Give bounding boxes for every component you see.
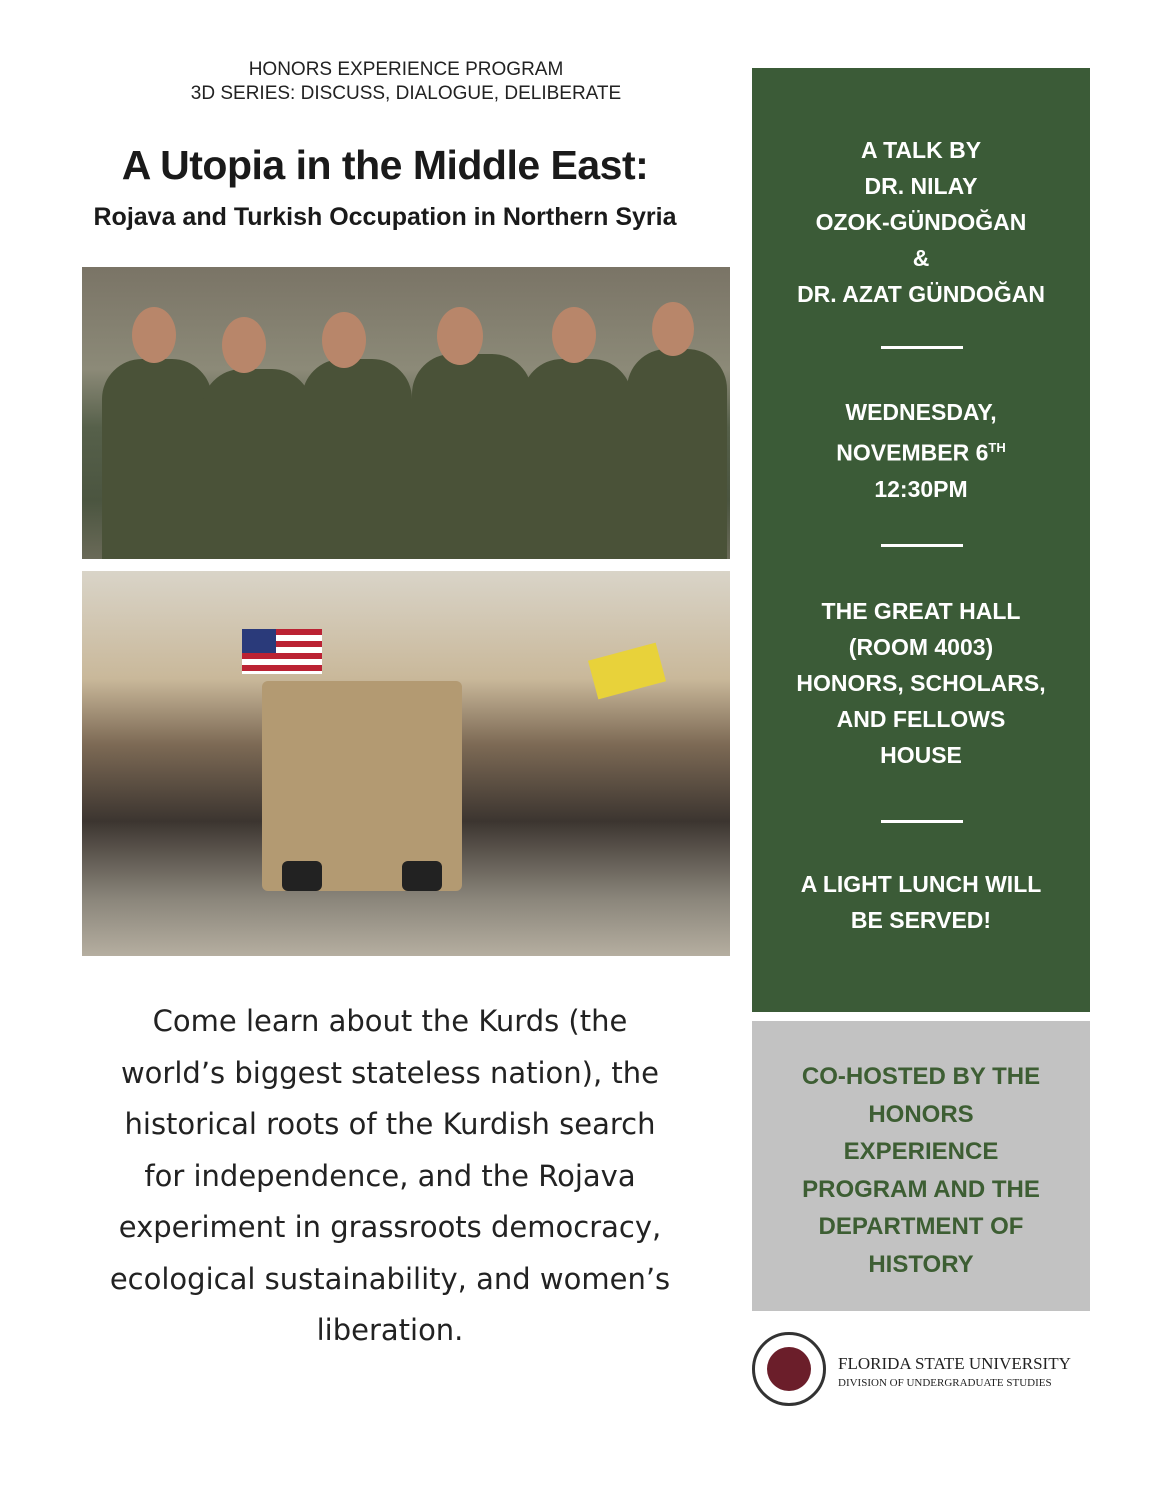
photo-military-convoy-crowd <box>82 571 730 956</box>
speaker-line: DR. NILAY <box>864 173 978 199</box>
university-name: FLORIDA STATE UNIVERSITY <box>838 1354 1071 1373</box>
cohost-line: HISTORY <box>868 1250 974 1278</box>
page-title: A Utopia in the Middle East: <box>121 142 649 188</box>
speakers <box>752 132 1090 312</box>
cohost-panel <box>752 1021 1090 1311</box>
lunch-line: BE SERVED! <box>850 907 992 933</box>
divider <box>881 820 963 823</box>
speaker-line: DR. AZAT GÜNDOĞAN <box>797 281 1045 307</box>
cohost-line: EXPERIENCE <box>843 1138 999 1165</box>
description-line: liberation. <box>316 1313 464 1347</box>
fsu-logo-text <box>838 1354 1071 1389</box>
divider <box>881 544 963 547</box>
lunch-line: A LIGHT LUNCH WILL <box>800 871 1042 897</box>
event-location <box>752 593 1090 773</box>
event-time: 12:30PM <box>874 475 968 502</box>
cohost-line: CO-HOSTED BY THE <box>801 1063 1041 1090</box>
description-line: for independence, and the Rojava <box>144 1158 636 1193</box>
cohost-line: PROGRAM AND THE <box>802 1175 1040 1203</box>
event-datetime <box>752 394 1090 507</box>
division-name: DIVISION OF UNDERGRADUATE STUDIES <box>838 1377 1052 1389</box>
page-subtitle: Rojava and Turkish Occupation in Northern Syria <box>93 203 677 231</box>
description-line: experiment in grassroots democracy, <box>118 1210 662 1244</box>
location-line: THE GREAT HALL <box>821 598 1021 624</box>
location-line: HONORS, SCHOLARS, <box>796 670 1046 696</box>
event-description <box>70 996 710 1357</box>
location-line: AND FELLOWS <box>836 706 1006 732</box>
speaker-line: OZOK-GÜNDOĞAN <box>815 209 1027 235</box>
speaker-line: A TALK BY <box>860 137 982 163</box>
description-line: Come learn about the Kurds (the <box>152 1004 628 1038</box>
divider <box>881 346 963 349</box>
description-line: historical roots of the Kurdish search <box>124 1107 656 1141</box>
fsu-seal-logo <box>752 1332 826 1406</box>
cohost-line: HONORS <box>868 1100 974 1128</box>
program-name: HONORS EXPERIENCE PROGRAM <box>248 59 564 80</box>
series-header <box>82 58 730 106</box>
location-line: (ROOM 4003) <box>848 634 994 660</box>
photo-women-fighters <box>82 267 730 559</box>
event-day: WEDNESDAY, <box>845 399 997 425</box>
lunch-note <box>752 866 1090 938</box>
series-name: 3D SERIES: DISCUSS, DIALOGUE, DELIBERATE <box>190 83 622 104</box>
event-date: NOVEMBER 6TH <box>836 439 1006 466</box>
cohost-line: DEPARTMENT OF <box>818 1213 1024 1240</box>
description-line: ecological sustainability, and women’s <box>109 1261 671 1296</box>
event-details-panel <box>752 68 1090 1012</box>
speaker-line: & <box>912 245 930 271</box>
description-line: world’s biggest stateless nation), the <box>120 1055 660 1090</box>
location-line: HOUSE <box>880 742 962 768</box>
